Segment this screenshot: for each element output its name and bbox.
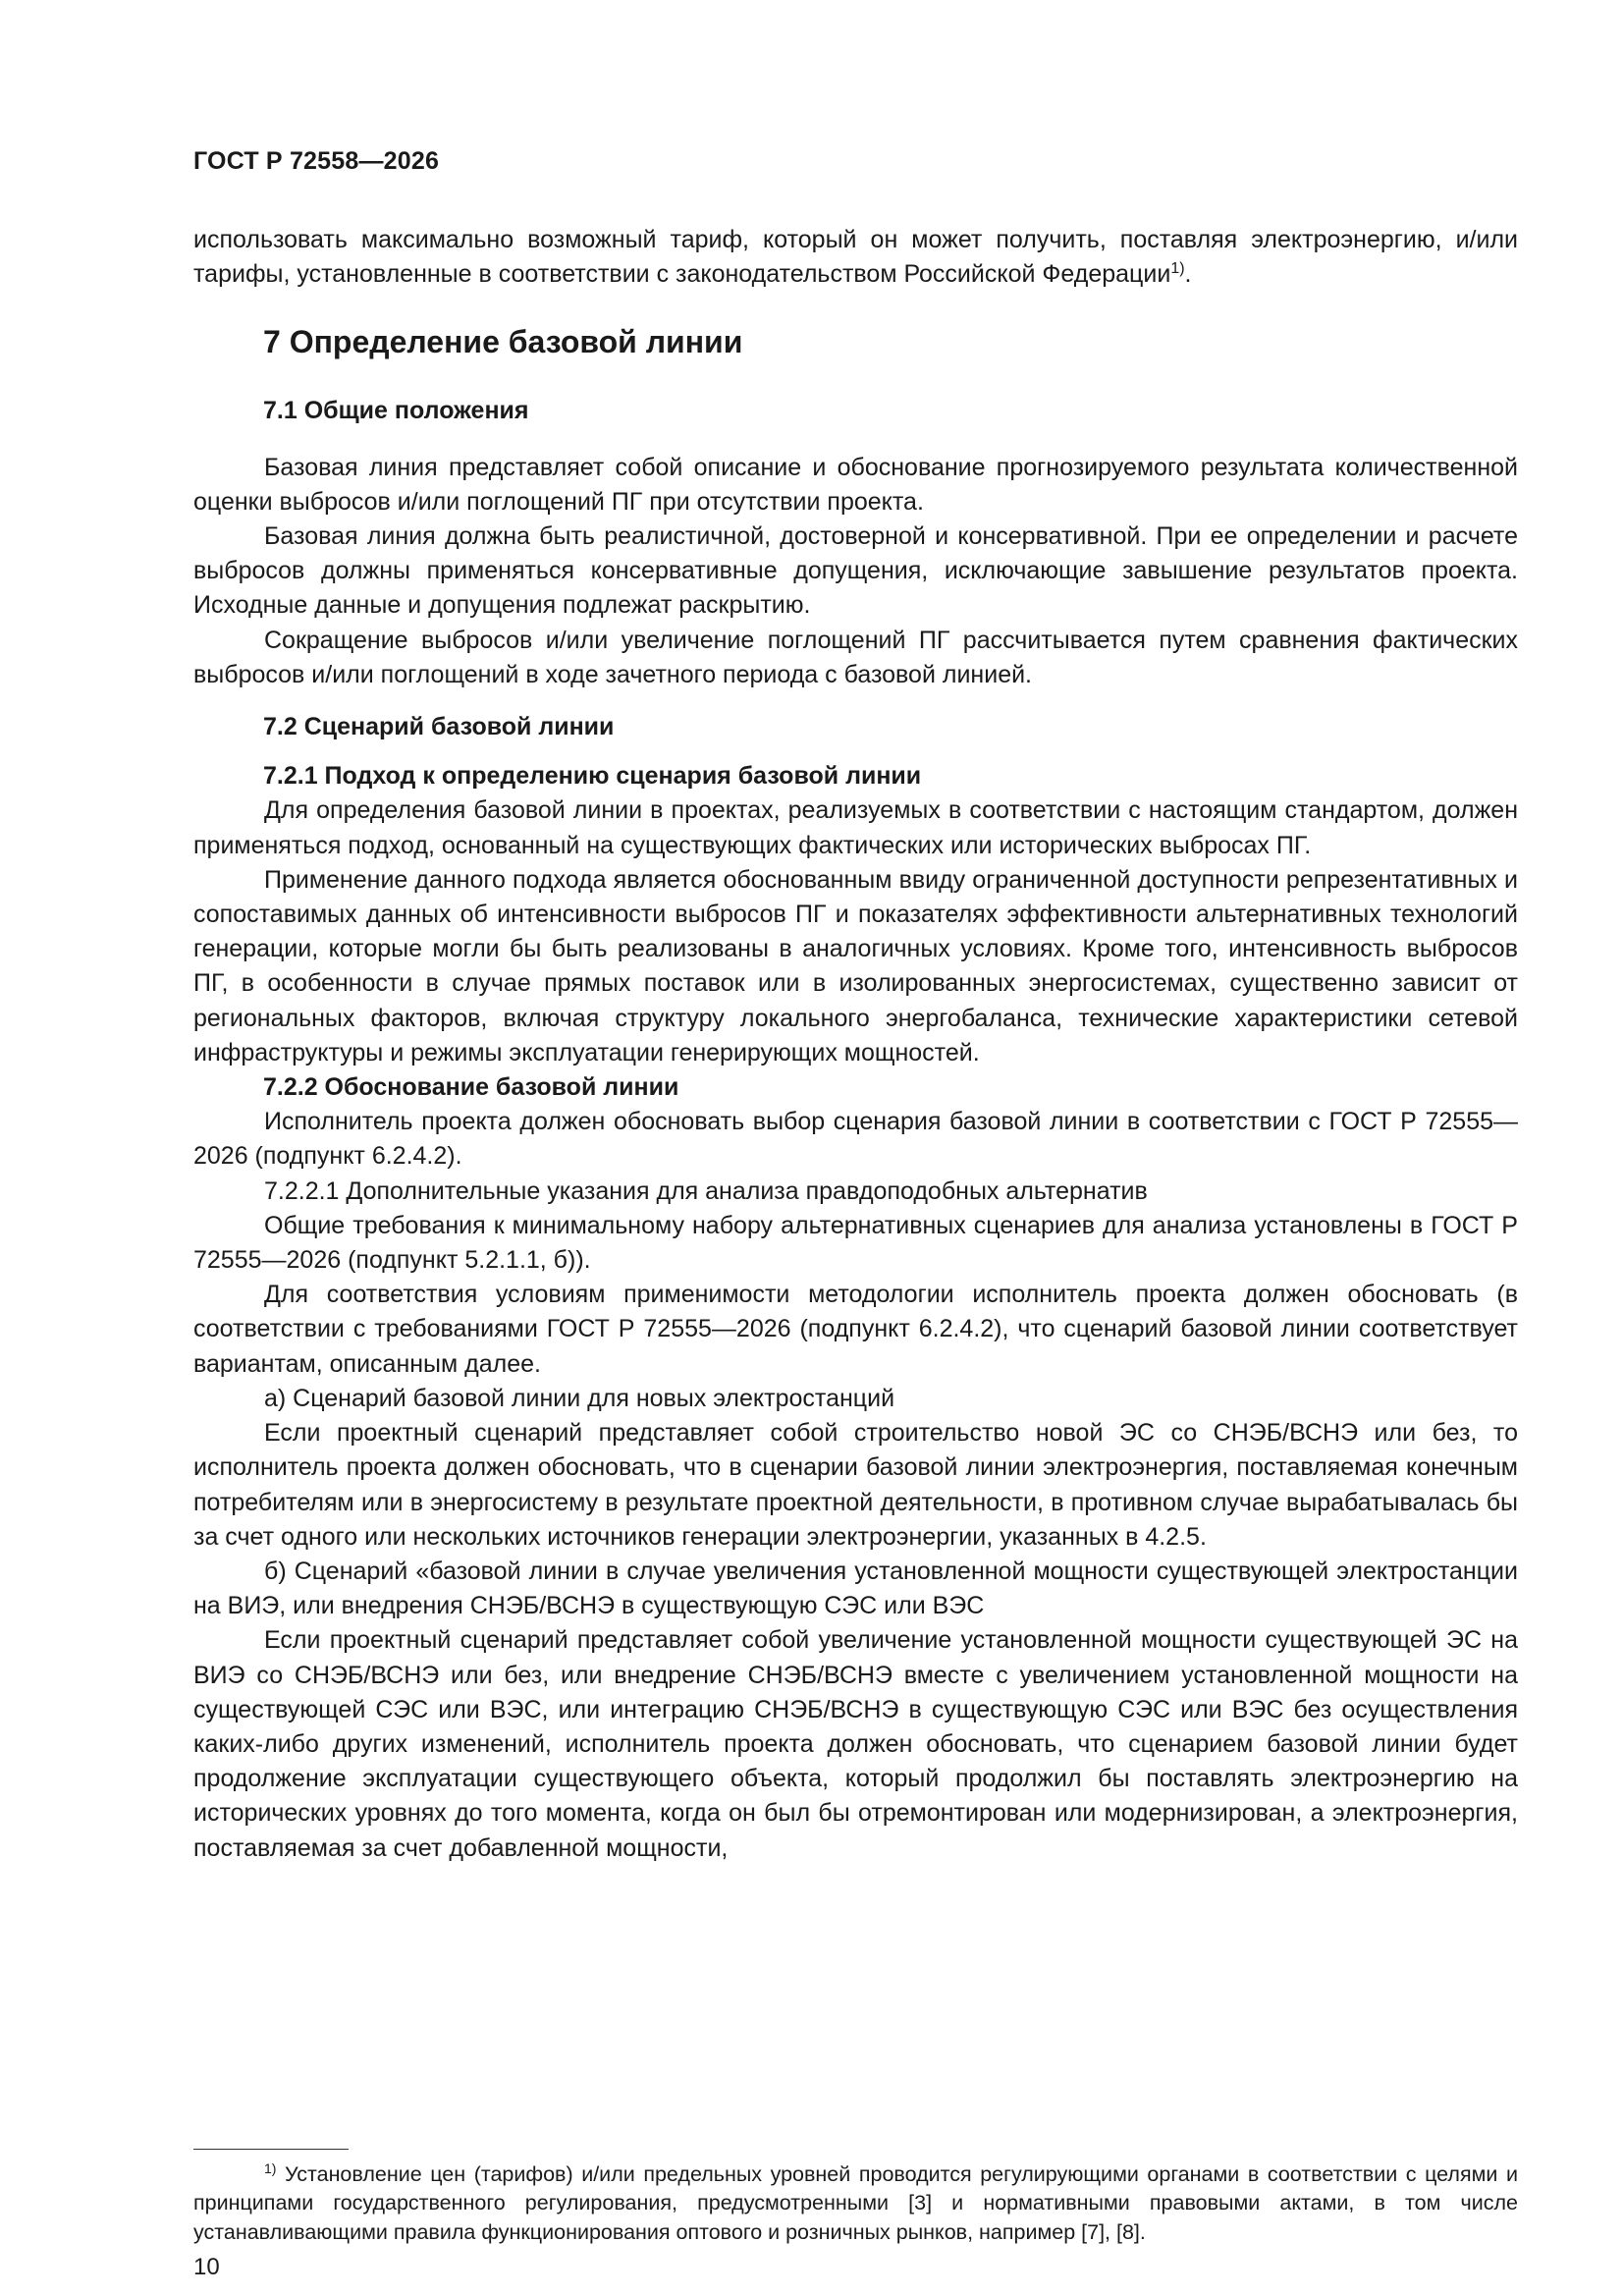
list-item-b: б) Сценарий «базовой линии в случае увеличения установленной мощности существующей электростанции на ВИЭ, или внедрения СНЭБ/ВСНЭ в существующую СЭС или ВЭС bbox=[193, 1557, 1518, 1620]
list-item-a: а) Сценарий базовой линии для новых электростанций bbox=[264, 1384, 895, 1412]
footnote-text: Установление цен (тарифов) и/или предельных уровней проводится регулирующими органами в соответствии с целями и принципами государственного регулирования, предусмотренными [3] и нормативными правовыми актами, в том числе устанавливающими правила функционирования оптового и розничных рынков, например [7], [8]. bbox=[193, 2162, 1518, 2244]
footnote bbox=[193, 2160, 1518, 2247]
footnote-marker: 1) bbox=[264, 2160, 277, 2176]
paragraph: Для соответствия условиям применимости методологии исполнитель проекта должен обосновать (в соответствии с требованиями ГОСТ Р 72555—2026 (подпункт 6.2.4.2), что сценарий базовой линии соответствует вариантам, описанным далее. bbox=[193, 1281, 1518, 1378]
intro-paragraph: использовать максимально возможный тариф, который он может получить, поставляя электроэнергию, и/или тарифы, установленные в соответствии с законодательством Российской Федерации$^{1)}$. bbox=[193, 226, 1518, 289]
paragraph: Если проектный сценарий представляет собой увеличение установленной мощности существующей ЭС на ВИЭ со СНЭБ/ВСНЭ или без, или внедрение СНЭБ/ВСНЭ вместе с увеличением установленной мощности на существующей СЭС или ВЭС, или интеграцию СНЭБ/ВСНЭ в существующую СЭС или ВЭС без осуществления каких-либо других изменений, исполнитель проекта должен обосновать, что сценарием базовой линии будет продолжение эксплуатации существующего объекта, который продолжил бы поставлять электроэнергию на исторических уровнях до того момента, когда он был бы отремонтирован или модернизирован, а электроэнергия, поставляемая за счет добавленной мощности, bbox=[193, 1626, 1518, 1862]
page-body bbox=[193, 223, 1518, 1866]
paragraph: Исполнитель проекта должен обосновать выбор сценария базовой линии в соответствии с ГОСТ Р 72555—2026 (подпункт 6.2.4.2). bbox=[193, 1108, 1518, 1171]
footnote-ref[interactable]: 1) bbox=[1170, 260, 1185, 278]
subsection-title-7-2-1: 7.2.1 Подход к определению сценария базовой линии bbox=[263, 762, 922, 791]
footnote-divider bbox=[193, 2149, 349, 2150]
paragraph: Применение данного подхода является обоснованным ввиду ограниченной доступности репрезентативных и сопоставимых данных об интенсивности выбросов ПГ и показателях эффективности альтернативных технологий генерации, которые могли бы быть реализованы в аналогичных условиях. Кроме того, интенсивность выбросов ПГ, в особенности в случае прямых поставок или в изолированных энергосистемах, существенно зависит от региональных факторов, включая структуру локального энергобаланса, технические характеристики сетевой инфраструктуры и режимы эксплуатации генерирующих мощностей. bbox=[193, 865, 1518, 1066]
page-number: 10 bbox=[193, 2254, 220, 2280]
paragraph: Если проектный сценарий представляет собой строительство новой ЭС со СНЭБ/ВСНЭ или без, то исполнитель проекта должен обосновать, что в сценарии базовой линии электроэнергия, поставляемая конечным потребителям или в энергосистему в результате проектной деятельности, в противном случае вырабатывалась бы за счет одного или нескольких источников генерации электроэнергии, указанных в 4.2.5. bbox=[193, 1419, 1518, 1551]
document-header: ГОСТ Р 72558—2026 bbox=[193, 147, 440, 175]
paragraph: Для определения базовой линии в проектах, реализуемых в соответствии с настоящим стандартом, должен применяться подход, основанный на существующих фактических или исторических выбросах ПГ. bbox=[193, 796, 1518, 859]
paragraph: Базовая линия представляет собой описание и обоснование прогнозируемого результата количественной оценки выбросов и/или поглощений ПГ при отсутствии проекта. bbox=[193, 453, 1518, 516]
subsection-title-7-1: 7.1 Общие положения bbox=[263, 397, 529, 425]
paragraph: Сокращение выбросов и/или увеличение поглощений ПГ рассчитывается путем сравнения фактических выбросов и/или поглощений в ходе зачетного периода с базовой линией. bbox=[193, 626, 1518, 688]
section-title: 7 Определение базовой линии bbox=[263, 324, 743, 360]
subsection-title-7-2-2: 7.2.2 Обоснование базовой линии bbox=[263, 1073, 679, 1102]
paragraph: Базовая линия должна быть реалистичной, достоверной и консервативной. При ее определении и расчете выбросов должны применяться консервативные допущения, исключающие завышение результатов проекта. Исходные данные и допущения подлежат раскрытию. bbox=[193, 522, 1518, 620]
paragraph: Общие требования к минимальному набору альтернативных сценариев для анализа установлены в ГОСТ Р 72555—2026 (подпункт 5.2.1.1, б)). bbox=[193, 1211, 1518, 1275]
subsection-title-7-2: 7.2 Сценарий базовой линии bbox=[263, 713, 615, 741]
clause-title-7-2-2-1: 7.2.2.1 Дополнительные указания для анализа правдоподобных альтернатив bbox=[264, 1176, 1148, 1205]
